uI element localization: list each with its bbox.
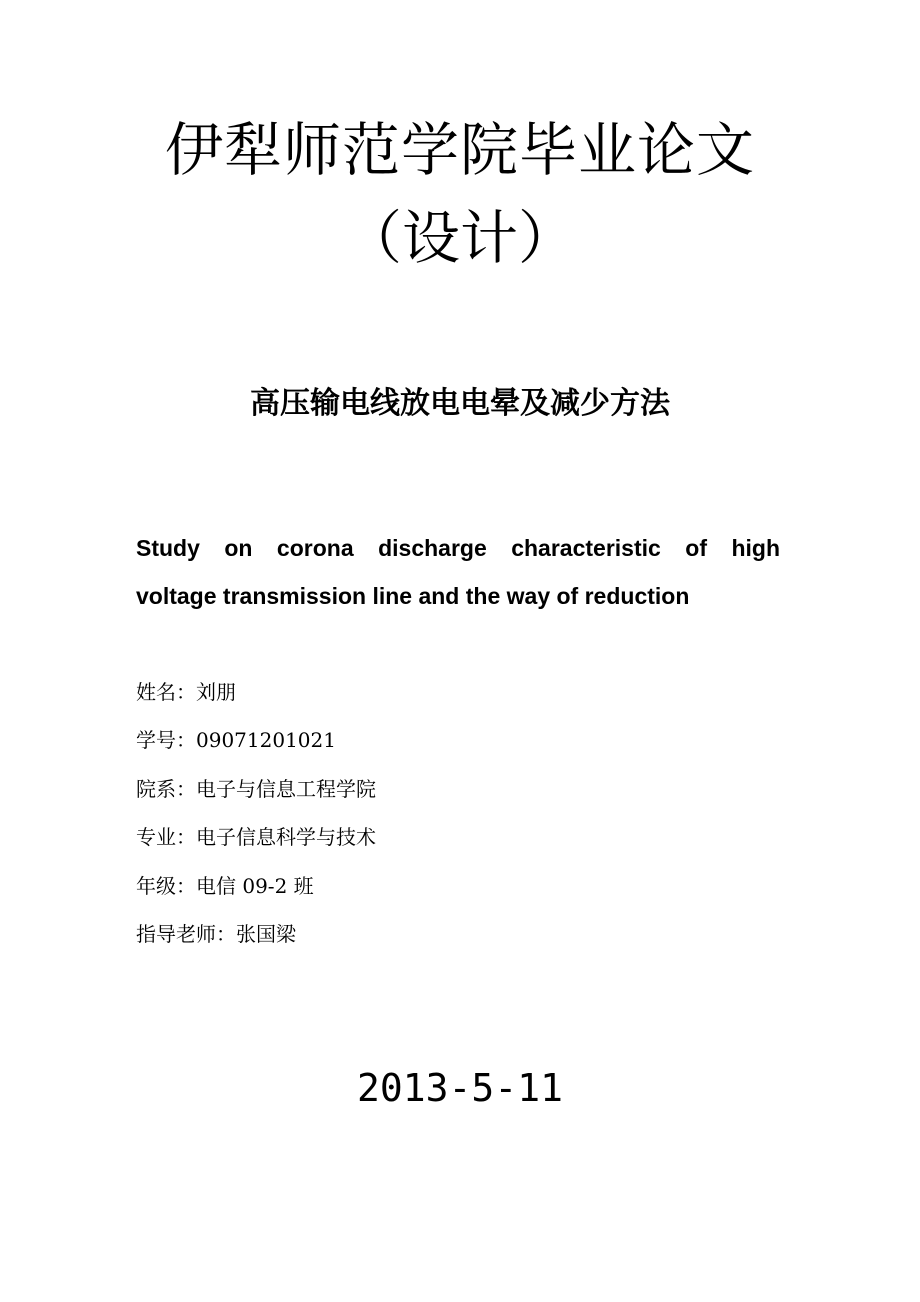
thesis-title-english-line-2: voltage transmission line and the way of reduction [136,583,690,609]
student-name: 姓名：刘朋 [136,680,236,704]
student-info-block [136,670,736,960]
university-thesis-title: 伊犁师范学院毕业论文 [164,116,755,184]
thesis-title-chinese: 高压输电线放电电晕及减少方法 [250,386,670,421]
student-id: 学号：09071201021 [136,728,336,753]
submission-date: 2013-5-11 [357,1066,563,1110]
thesis-title-english-line-1: Study on corona discharge characteristic of high [136,535,780,561]
grade: 年级：电信 09-2 班 [136,873,314,898]
department: 院系：电子与信息工程学院 [136,776,376,801]
design-subtitle: （设计） [343,204,576,272]
advisor: 指导老师：张国梁 [136,921,296,946]
thesis-title-english [136,524,780,620]
major: 专业：电子信息科学与技术 [136,825,376,850]
